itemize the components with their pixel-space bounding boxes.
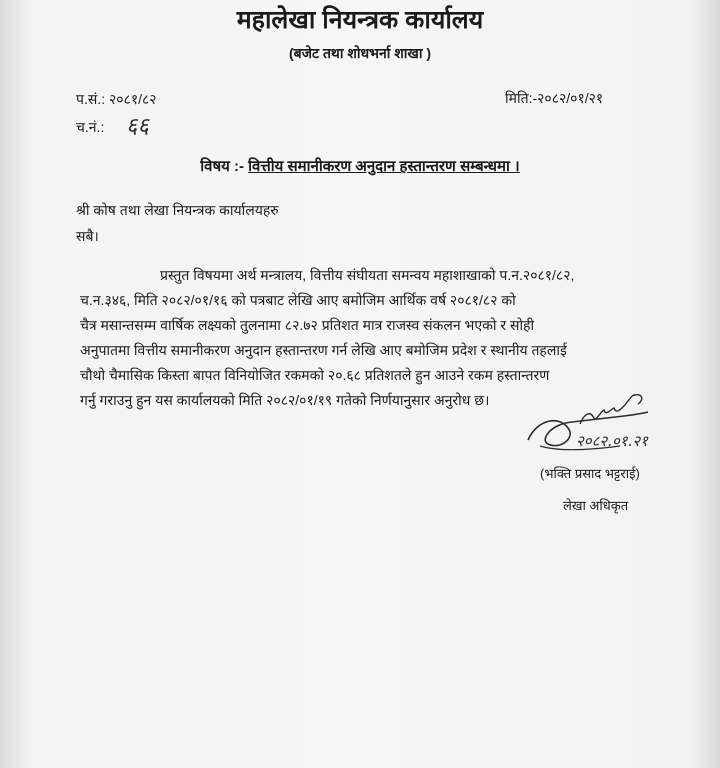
dispatch-number-label: च.नं.: — [76, 119, 105, 135]
subject-label: विषय :- — [200, 158, 244, 175]
body-line: अनुपातमा वित्तीय समानीकरण अनुदान हस्तान्तरण गर्न लेखि आए बमोजिम प्रदेश र स्थानीय तहलाई — [80, 342, 567, 358]
signatory-post: लेखा अधिकृत — [563, 498, 629, 513]
recipient-all: सबै। — [76, 228, 99, 244]
reference-number: प.सं.: २०८१/८२ — [76, 91, 157, 107]
dispatch-number-handwritten: ६६ — [126, 114, 149, 139]
signature-date-handwritten: २०८२.०१.२१ — [576, 432, 648, 450]
branch-name: (बजेट तथा शोधभर्ना शाखा ) — [288, 45, 432, 61]
body-line: च.न.३४६, मिति २०८२/०१/१६ को पत्रबाट लेखि आए बमोजिम आर्थिक वर्ष २०८१/८२ को — [80, 292, 516, 308]
body-line: गर्नु गराउनु हुन यस कार्यालयको मिति २०८२/०१/१९ गतेको निर्णयानुसार अनुरोध छ। — [80, 392, 490, 408]
office-title: महालेखा नियन्त्रक कार्यालय — [236, 6, 484, 34]
letter-date: मिति:-२०८२/०१/२१ — [505, 90, 604, 106]
subject-line — [0, 156, 720, 176]
body-line: चौथो चैमासिक किस्ता बापत विनियोजित रकमको २०.६८ प्रतिशतले हुन आउने रकम हस्तान्तरण — [80, 367, 550, 383]
body-line: प्रस्तुत विषयमा अर्थ मन्त्रालय, वित्तीय संघीयता समन्वय महाशाखाको प.न.२०८१/८२, — [160, 267, 575, 283]
recipient: श्री कोष तथा लेखा नियन्त्रक कार्यालयहरु — [76, 202, 279, 218]
signatory-name: (भक्ति प्रसाद भट्टराई) — [540, 466, 640, 481]
body-line: चैत्र मसान्तसम्म वार्षिक लक्ष्यको तुलनामा ८२.७२ प्रतिशत मात्र राजस्व संकलन भएको र सोही — [80, 317, 535, 333]
subject-text: वित्तीय समानीकरण अनुदान हस्तान्तरण सम्बन्धमा । — [248, 158, 520, 175]
